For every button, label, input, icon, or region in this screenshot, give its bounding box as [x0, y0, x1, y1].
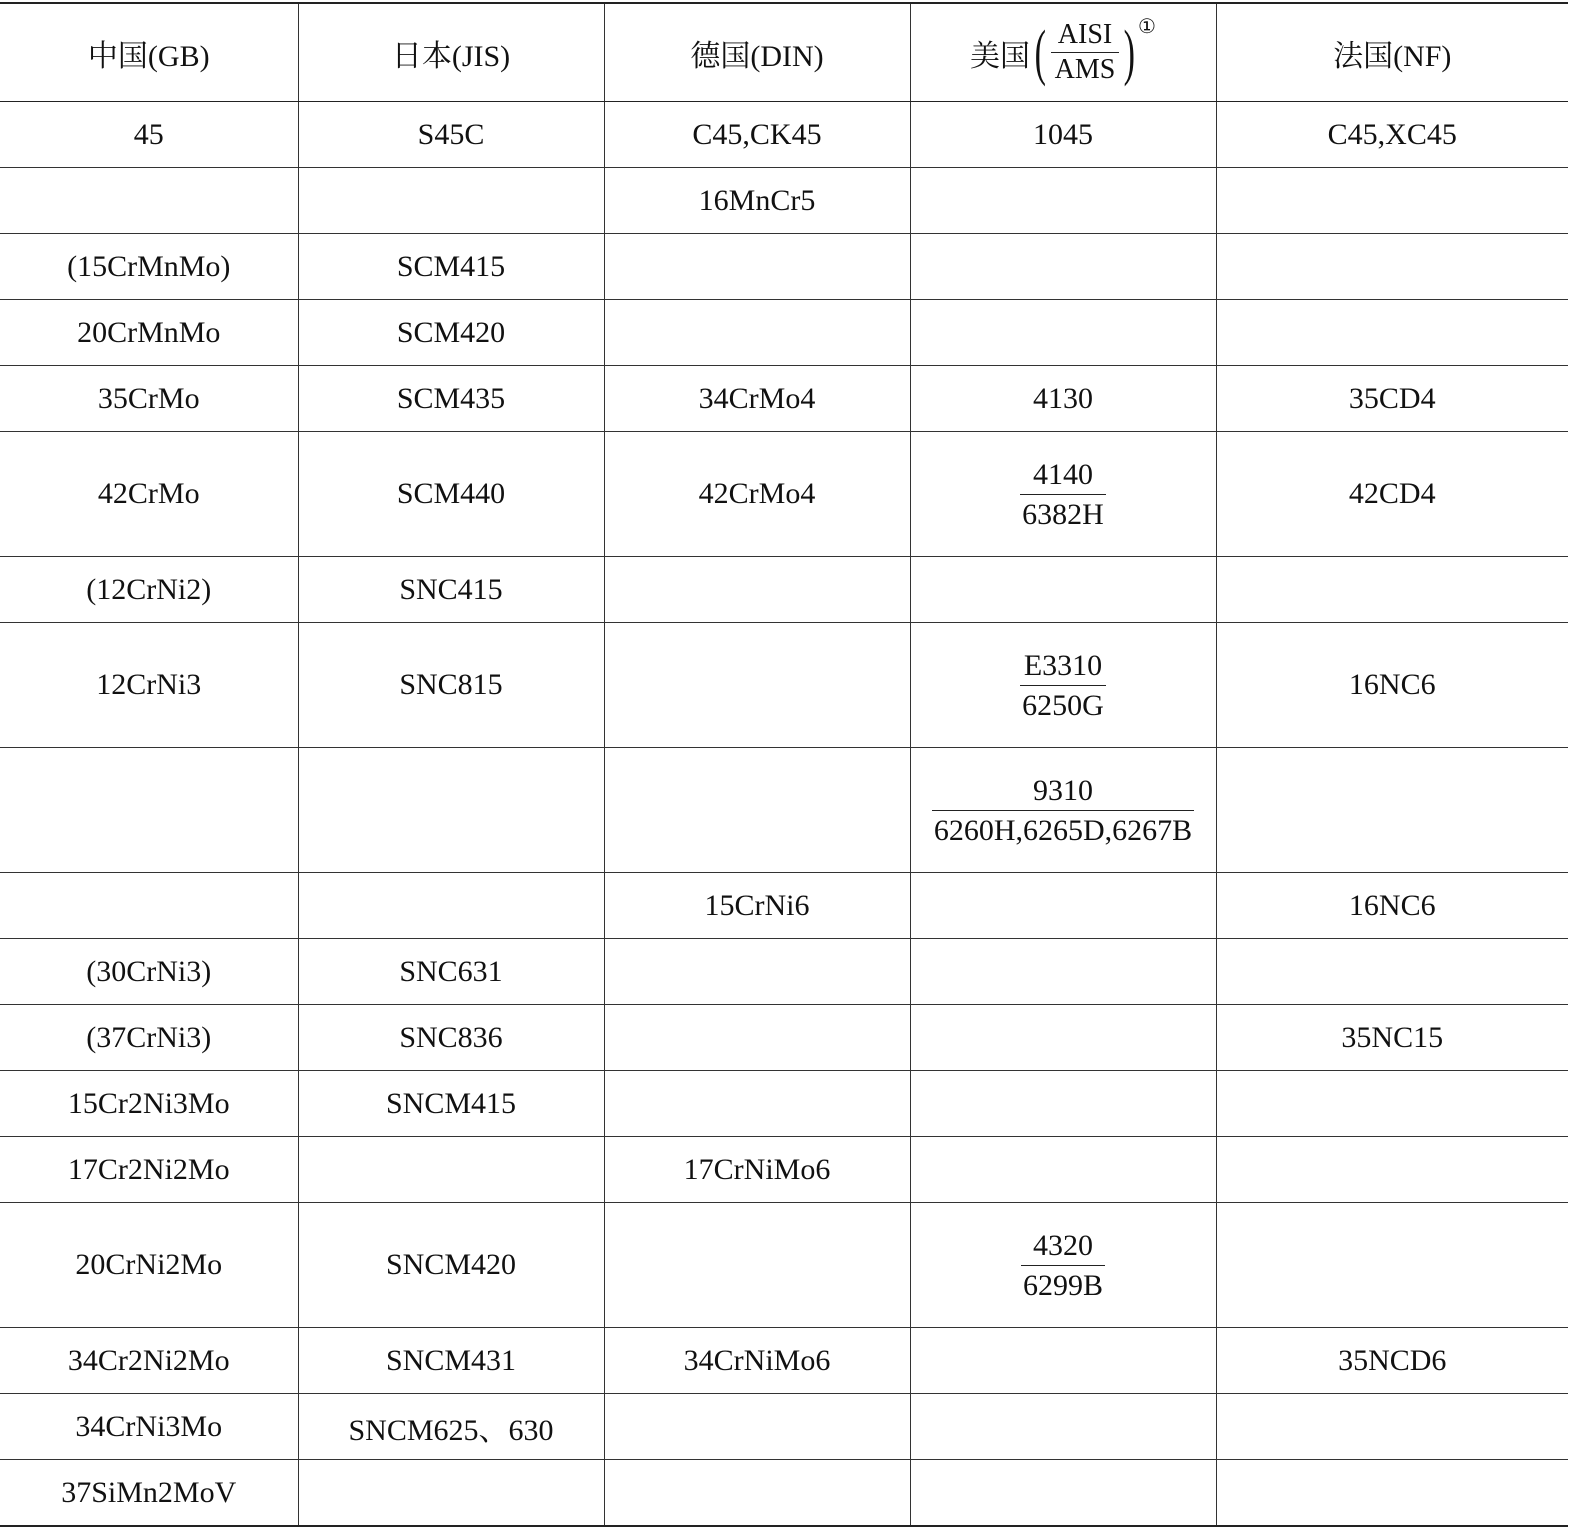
table-row [0, 557, 1568, 623]
cell-germany: 34CrMo4 [604, 366, 910, 432]
usa-ams-spec: 6382H [1020, 494, 1106, 534]
header-japan: 日本(JIS) [298, 3, 604, 102]
cell-china: (37CrNi3) [0, 1005, 298, 1071]
cell-china: 17Cr2Ni2Mo [0, 1137, 298, 1203]
usa-grade-fraction [1020, 455, 1106, 534]
cell-usa [910, 939, 1216, 1005]
cell-germany [604, 939, 910, 1005]
cell-usa: 1045 [910, 102, 1216, 168]
cell-usa [910, 234, 1216, 300]
header-usa-ams: AMS [1051, 52, 1120, 87]
cell-germany: 34CrNiMo6 [604, 1328, 910, 1394]
cell-china: (30CrNi3) [0, 939, 298, 1005]
cell-japan: SNC836 [298, 1005, 604, 1071]
header-france: 法国(NF) [1216, 3, 1568, 102]
cell-china: 34CrNi3Mo [0, 1394, 298, 1460]
cell-germany [604, 1394, 910, 1460]
table-row [0, 623, 1568, 748]
right-paren: ) [1124, 18, 1136, 87]
usa-aisi-grade: 4140 [1032, 457, 1093, 491]
cell-china: 42CrMo [0, 432, 298, 557]
cell-japan: SCM415 [298, 234, 604, 300]
table-body [0, 102, 1568, 1527]
cell-china: 20CrMnMo [0, 300, 298, 366]
cell-usa [910, 873, 1216, 939]
cell-usa [910, 432, 1216, 557]
cell-usa [910, 1005, 1216, 1071]
header-germany: 德国(DIN) [604, 3, 910, 102]
cell-usa [910, 557, 1216, 623]
usa-grade-fraction [1020, 646, 1106, 725]
cell-china: 35CrMo [0, 366, 298, 432]
cell-japan: SNCM625、630 [298, 1394, 604, 1460]
steel-grade-table [0, 2, 1568, 1527]
cell-germany [604, 1005, 910, 1071]
cell-china [0, 873, 298, 939]
cell-usa [910, 1394, 1216, 1460]
cell-china: (15CrMnMo) [0, 234, 298, 300]
header-usa-fraction [1051, 18, 1120, 86]
usa-grade-fraction [1021, 1226, 1105, 1305]
usa-ams-spec: 6260H,6265D,6267B [932, 810, 1194, 850]
cell-japan [298, 748, 604, 873]
header-usa-prefix: 美国 [970, 39, 1031, 73]
cell-usa [910, 1328, 1216, 1394]
cell-japan: SNCM431 [298, 1328, 604, 1394]
cell-china: 15Cr2Ni3Mo [0, 1071, 298, 1137]
cell-germany: 17CrNiMo6 [604, 1137, 910, 1203]
cell-japan: SNC415 [298, 557, 604, 623]
cell-france [1216, 1460, 1568, 1527]
table-row [0, 168, 1568, 234]
cell-china [0, 168, 298, 234]
usa-aisi-grade: 4320 [1032, 1228, 1093, 1262]
cell-france [1216, 557, 1568, 623]
cell-germany [604, 557, 910, 623]
cell-japan: SNC631 [298, 939, 604, 1005]
cell-france [1216, 1203, 1568, 1328]
cell-usa [910, 1137, 1216, 1203]
usa-ams-spec: 6299B [1021, 1265, 1105, 1305]
cell-usa [910, 1203, 1216, 1328]
table-row [0, 432, 1568, 557]
table-row [0, 1137, 1568, 1203]
table-row [0, 1203, 1568, 1328]
cell-china [0, 748, 298, 873]
cell-japan: SCM420 [298, 300, 604, 366]
cell-japan [298, 1137, 604, 1203]
cell-germany: 42CrMo4 [604, 432, 910, 557]
cell-china: (12CrNi2) [0, 557, 298, 623]
cell-france [1216, 1394, 1568, 1460]
table-row [0, 1005, 1568, 1071]
left-paren: ( [1034, 18, 1047, 87]
usa-aisi-grade: E3310 [1023, 648, 1103, 682]
cell-usa: 4130 [910, 366, 1216, 432]
cell-china: 45 [0, 102, 298, 168]
cell-japan [298, 168, 604, 234]
cell-germany [604, 748, 910, 873]
table-row [0, 300, 1568, 366]
cell-japan: SNC815 [298, 623, 604, 748]
cell-france: 35NC15 [1216, 1005, 1568, 1071]
table-row [0, 873, 1568, 939]
cell-france: 16NC6 [1216, 623, 1568, 748]
cell-france [1216, 748, 1568, 873]
cell-japan [298, 873, 604, 939]
cell-france [1216, 300, 1568, 366]
cell-japan: SNCM420 [298, 1203, 604, 1328]
cell-france [1216, 1071, 1568, 1137]
usa-ams-spec: 6250G [1020, 685, 1106, 725]
cell-china: 34Cr2Ni2Mo [0, 1328, 298, 1394]
cell-china: 12CrNi3 [0, 623, 298, 748]
table-row [0, 1071, 1568, 1137]
cell-japan: SCM440 [298, 432, 604, 557]
cell-china: 20CrNi2Mo [0, 1203, 298, 1328]
table-row [0, 1328, 1568, 1394]
table-row [0, 102, 1568, 168]
table-row [0, 1394, 1568, 1460]
cell-france [1216, 1137, 1568, 1203]
cell-germany [604, 1460, 910, 1527]
cell-france: 35NCD6 [1216, 1328, 1568, 1394]
cell-usa [910, 300, 1216, 366]
cell-france: 42CD4 [1216, 432, 1568, 557]
cell-france [1216, 168, 1568, 234]
cell-usa [910, 1460, 1216, 1527]
header-row [0, 3, 1568, 102]
cell-germany [604, 623, 910, 748]
cell-germany [604, 300, 910, 366]
cell-france: 35CD4 [1216, 366, 1568, 432]
cell-germany [604, 234, 910, 300]
footnote-marker: ① [1138, 16, 1156, 38]
cell-usa [910, 168, 1216, 234]
cell-usa [910, 1071, 1216, 1137]
cell-usa [910, 748, 1216, 873]
cell-france [1216, 234, 1568, 300]
table-row [0, 939, 1568, 1005]
header-china: 中国(GB) [0, 3, 298, 102]
cell-france [1216, 939, 1568, 1005]
cell-japan: SCM435 [298, 366, 604, 432]
cell-usa [910, 623, 1216, 748]
cell-japan [298, 1460, 604, 1527]
cell-france: 16NC6 [1216, 873, 1568, 939]
cell-japan: SNCM415 [298, 1071, 604, 1137]
cell-germany: 16MnCr5 [604, 168, 910, 234]
cell-japan: S45C [298, 102, 604, 168]
table-row [0, 366, 1568, 432]
table-row [0, 234, 1568, 300]
header-usa-group [970, 18, 1156, 86]
table-row [0, 1460, 1568, 1527]
table-row [0, 748, 1568, 873]
cell-germany: 15CrNi6 [604, 873, 910, 939]
header-usa [910, 3, 1216, 102]
cell-france: C45,XC45 [1216, 102, 1568, 168]
usa-aisi-grade: 9310 [1033, 773, 1093, 807]
cell-china: 37SiMn2MoV [0, 1460, 298, 1527]
cell-germany [604, 1203, 910, 1328]
cell-germany [604, 1071, 910, 1137]
usa-grade-fraction [932, 771, 1194, 850]
cell-germany: C45,CK45 [604, 102, 910, 168]
header-usa-aisi: AISI [1057, 19, 1113, 51]
